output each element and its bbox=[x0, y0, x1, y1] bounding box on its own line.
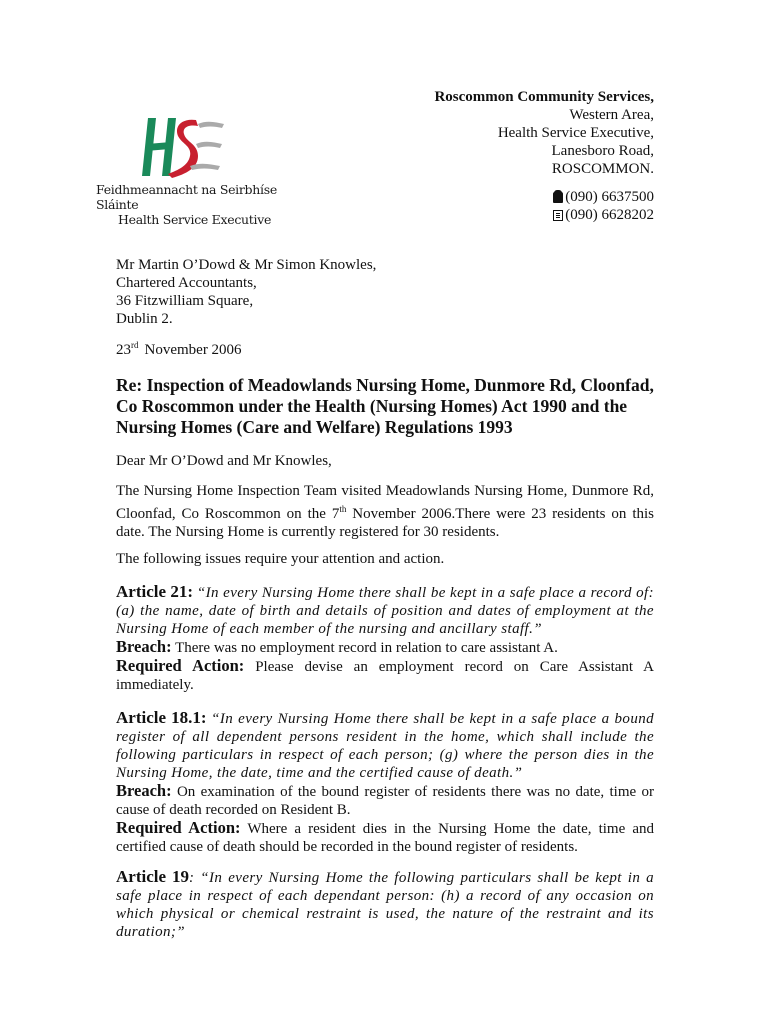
article-21-breach bbox=[116, 638, 654, 657]
breach-label: Breach: bbox=[116, 637, 172, 656]
intro-part-1: The Nursing Home Inspection Team visited Meadowlands Nursing Home, Dunmore Rd, Cloonfad, Co Roscommon on the 7 bbox=[116, 483, 654, 522]
article-21-quote: “In every Nursing Home there shall be kept in a safe place a record of: (a) the name, date of birth and details of position and dates of employment at the Nursing Home of each member of the nursing and ancillary staff.” bbox=[116, 585, 654, 637]
article-21-action bbox=[116, 657, 654, 694]
date-rest: November 2006 bbox=[144, 342, 242, 358]
issues-intro: The following issues require your attention and action. bbox=[116, 551, 445, 567]
recipient-line-2: Chartered Accountants, bbox=[116, 275, 257, 291]
sender-line-4: ROSCOMMON. bbox=[551, 161, 654, 177]
intro-sup: th bbox=[339, 504, 347, 514]
date-day: 23 bbox=[116, 342, 131, 358]
sender-line-2: Health Service Executive, bbox=[497, 125, 654, 141]
article-21 bbox=[116, 583, 654, 694]
logo-text bbox=[96, 182, 288, 227]
fax-icon bbox=[553, 210, 563, 221]
article-19-heading: Article 19 bbox=[116, 867, 190, 886]
breach-text: There was no employment record in relation to care assistant A. bbox=[175, 640, 558, 656]
intro-paragraph bbox=[116, 482, 654, 541]
article-18-1-breach bbox=[116, 782, 654, 819]
article-18-1-quote-para bbox=[116, 709, 654, 782]
breach-text: On examination of the bound register of residents there was no date, time or cause of death recorded on Resident B. bbox=[116, 784, 654, 818]
sender-line-3: Lanesboro Road, bbox=[551, 143, 654, 159]
article-18-1 bbox=[116, 709, 654, 856]
article-19 bbox=[116, 868, 654, 941]
subject-heading: Re: Inspection of Meadowlands Nursing Home, Dunmore Rd, Cloonfad, Co Roscommon under the Health (Nursing Homes) Act 1990 and the Nursing Homes (Care and Welfare) Regulations 1993 bbox=[116, 375, 654, 437]
article-18-1-action bbox=[116, 819, 654, 856]
recipient-address bbox=[116, 256, 376, 328]
hse-logo-mark-icon bbox=[138, 114, 228, 184]
article-18-1-quote: “In every Nursing Home there shall be kept in a safe place a bound register of all dependent persons resident in the home, which shall include the following particulars in respect of each person; (g) where the person dies in the Nursing Home, the date, time and the certified cause of death.” bbox=[116, 711, 655, 781]
sender-org: Roscommon Community Services, bbox=[434, 89, 654, 105]
recipient-line-3: 36 Fitzwilliam Square, bbox=[116, 293, 254, 309]
article-21-heading: Article 21: bbox=[116, 582, 194, 601]
sender-line-1: Western Area, bbox=[569, 107, 654, 123]
action-text: Where a resident dies in the Nursing Home the date, time and certified cause of death should be recorded in the bound register of residents. bbox=[116, 821, 654, 855]
letter-date bbox=[116, 340, 242, 359]
fax-row bbox=[553, 206, 654, 224]
phone-row bbox=[553, 188, 654, 206]
article-19-quote: : “In every Nursing Home the following particulars shall be kept in a safe place in respect of each dependant person: (h) a record of any occasion on which physical or chemical restraint is used, the nature of the restraint and its duration;” bbox=[116, 870, 654, 940]
fax-number: (090) 6628202 bbox=[565, 207, 654, 223]
logo-irish-name: Feidhmeannacht na Seirbhíse Sláinte bbox=[96, 182, 277, 212]
logo-english-name: Health Service Executive bbox=[118, 212, 272, 227]
hse-logo bbox=[88, 106, 288, 227]
phone-number: (090) 6637500 bbox=[565, 189, 654, 205]
breach-label: Breach: bbox=[116, 781, 172, 800]
action-label: Required Action: bbox=[116, 656, 245, 675]
article-18-1-heading: Article 18.1: bbox=[116, 708, 207, 727]
recipient-line-1: Mr Martin O’Dowd & Mr Simon Knowles, bbox=[116, 257, 377, 273]
action-text: Please devise an employment record on Care Assistant A immediately. bbox=[116, 659, 655, 693]
sender-address bbox=[434, 88, 654, 178]
date-suffix: rd bbox=[131, 340, 139, 350]
telephone-icon bbox=[553, 192, 563, 203]
article-21-quote-para bbox=[116, 583, 654, 638]
article-19-quote-para bbox=[116, 868, 654, 941]
sender-contact bbox=[553, 188, 654, 224]
recipient-line-4: Dublin 2. bbox=[116, 311, 173, 327]
intro-part-2: November 2006.There were 23 residents on this date. The Nursing Home is currently registered for 30 residents. bbox=[116, 506, 654, 540]
salutation: Dear Mr O’Dowd and Mr Knowles, bbox=[116, 453, 332, 469]
action-label: Required Action: bbox=[116, 818, 241, 837]
